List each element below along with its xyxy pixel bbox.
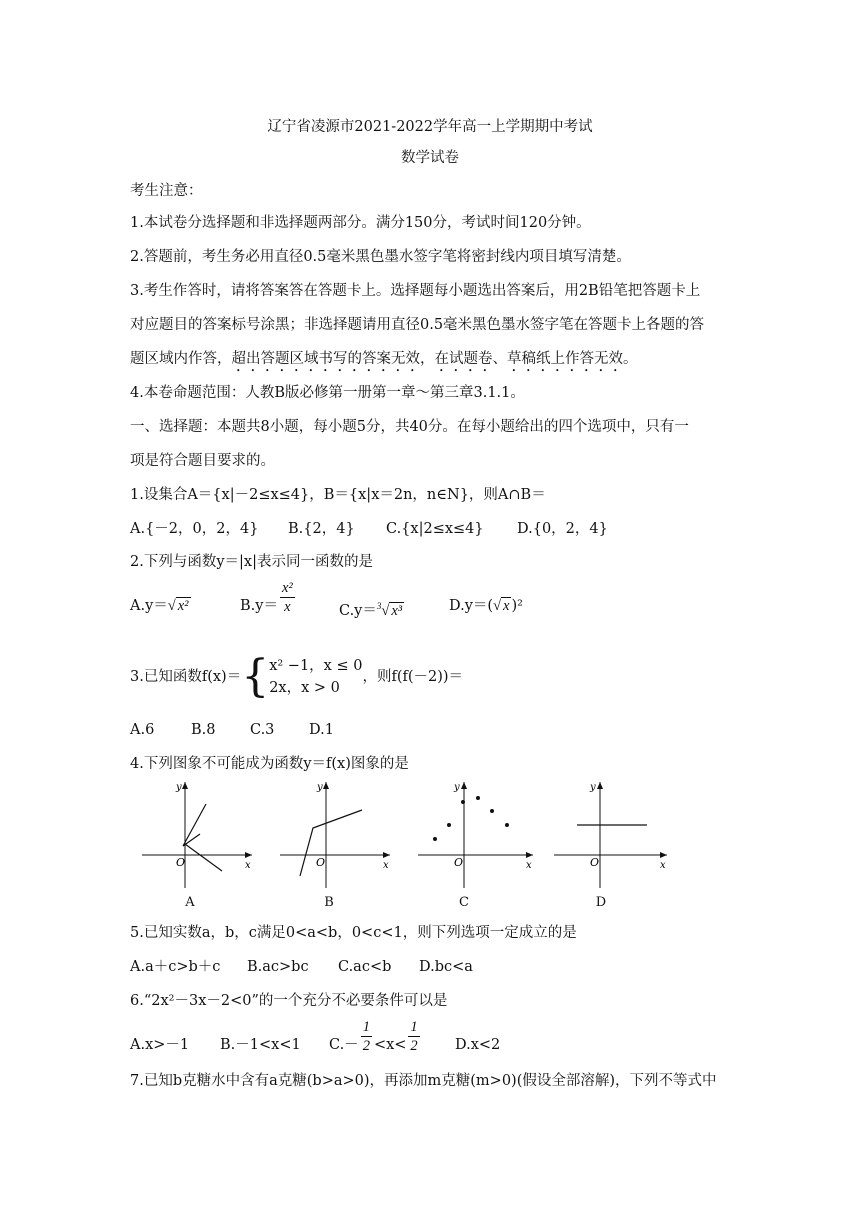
graph-c bbox=[416, 778, 536, 890]
q5-option-d: D.bc<a bbox=[419, 959, 473, 975]
q3-option-d: D.1 bbox=[309, 722, 334, 738]
q2-d-end: )² bbox=[511, 598, 523, 614]
q6-option-c bbox=[329, 1018, 422, 1055]
q3-case2: 2x，x > 0 bbox=[269, 680, 340, 696]
graph-a bbox=[140, 778, 255, 890]
q3-stem-start: 3.已知函数f(x)＝ bbox=[130, 669, 242, 685]
graph-b-y: y bbox=[317, 782, 323, 793]
q2-b-label: B.y＝ bbox=[240, 598, 278, 614]
q2-a-label: A.y＝ bbox=[130, 598, 168, 614]
graph-a-label: A bbox=[185, 895, 195, 910]
q1-option-c: C.{x|2≤x≤4} bbox=[386, 521, 484, 537]
q6-option-b: B.－1<x<1 bbox=[220, 1037, 301, 1053]
graph-c-origin: O bbox=[454, 856, 464, 869]
graph-d-origin: O bbox=[590, 856, 600, 869]
q1-stem: 1.设集合A＝{x|－2≤x≤4}，B＝{x|x＝2n，n∈N}，则A∩B＝ bbox=[130, 487, 546, 503]
q2-option-b bbox=[240, 579, 297, 616]
q6-c-frac1: $\frac{1}{2}$ bbox=[362, 1018, 370, 1054]
section1-line1: 一、选择题：本题共8小题，每小题5分，共40分。在每小题给出的四个选项中，只有一 bbox=[130, 419, 689, 435]
q5-option-c: C.ac<b bbox=[338, 959, 392, 975]
exam-subtitle: 数学试卷 bbox=[401, 150, 459, 166]
note-3c-plain: 题区域内作答， bbox=[130, 351, 232, 367]
q3-option-a: A.6 bbox=[130, 722, 155, 738]
note-2: 2.答题前，考生务必用直径0.5毫米黑色墨水签字笔将密封线内项目填写清楚。 bbox=[130, 249, 631, 265]
note-3c-end: 。 bbox=[623, 351, 638, 367]
graph-a-y: y bbox=[176, 782, 182, 793]
q6-c-frac2: $\frac{1}{2}$ bbox=[410, 1018, 418, 1054]
q3-option-c: C.3 bbox=[250, 722, 275, 738]
q5-stem: 5.已知实数a，b，c满足0<a<b，0<c<1，则下列选项一定成立的是 bbox=[130, 925, 577, 941]
graph-d-label: D bbox=[595, 895, 607, 910]
note-3c bbox=[130, 349, 638, 375]
graph-d-x: x bbox=[660, 860, 666, 871]
note-4: 4.本卷命题范围：人教B版必修第一册第一章～第三章3.1.1。 bbox=[130, 385, 525, 401]
graph-a-origin: O bbox=[176, 856, 186, 869]
q2-d-label: D.y＝( bbox=[449, 598, 494, 614]
q6-c-prefix: C.－ bbox=[329, 1037, 359, 1053]
q6-c-mid: <x< bbox=[373, 1037, 407, 1053]
q3-brace: { bbox=[241, 651, 270, 702]
q2-stem: 2.下列与函数y＝|x|表示同一函数的是 bbox=[130, 554, 373, 570]
q1-option-d: D.{0，2，4} bbox=[517, 521, 608, 537]
q6-stem: 6.“2x²－3x－2<0”的一个充分不必要条件可以是 bbox=[130, 993, 448, 1009]
q3-cases bbox=[269, 655, 362, 699]
q2-d-formula: √ x bbox=[493, 598, 510, 614]
graph-d bbox=[552, 778, 670, 890]
section1-line2: 项是符合题目要求的。 bbox=[130, 453, 275, 469]
graph-b-origin: O bbox=[316, 856, 326, 869]
q1-option-b: B.{2，4} bbox=[288, 521, 355, 537]
exam-title: 辽宁省凌源市2021-2022学年高一上学期期中考试 bbox=[267, 119, 593, 135]
q3-case1: x² −1，x ≤ 0 bbox=[269, 658, 363, 674]
note-3b: 对应题目的答案标号涂黑；非选择题请用直径0.5毫米黑色墨水签字笔在答题卡上各题的答 bbox=[130, 317, 705, 333]
graph-c-y: y bbox=[454, 782, 460, 793]
q2-a-formula: √ x² bbox=[167, 598, 189, 614]
q4-stem: 4.下列图象不可能成为函数y＝f(x)图象的是 bbox=[130, 756, 409, 772]
graph-d-y: y bbox=[590, 782, 596, 793]
q3-stem-end: ，则f(f(－2))＝ bbox=[362, 669, 464, 685]
q2-c-label: C.y＝ bbox=[339, 602, 377, 619]
graph-a-x: x bbox=[245, 860, 251, 871]
note-3a: 3.考生作答时，请将答案答在答题卡上。选择题每小题选出答案后，用2B铅笔把答题卡上 bbox=[130, 283, 701, 299]
q3-option-b: B.8 bbox=[191, 722, 216, 738]
q5-option-a: A.a＋c>b＋c bbox=[130, 959, 221, 975]
graph-c-label: C bbox=[459, 895, 469, 910]
q2-b-formula: $\frac{\text{x²}}{x}$ bbox=[281, 579, 293, 615]
note-3c-emphasis: 超出答题区域书写的答案无效，在试题卷、草稿纸上作答无效 bbox=[231, 351, 623, 367]
graph-b-x: x bbox=[383, 860, 389, 871]
note-1: 1.本试卷分选择题和非选择题两部分。满分150分，考试时间120分钟。 bbox=[130, 215, 591, 231]
q2-option-a bbox=[130, 596, 191, 616]
graph-b bbox=[278, 778, 393, 890]
q2-option-c bbox=[339, 596, 404, 621]
q2-c-formula: $^3$√ x³ bbox=[376, 601, 403, 619]
graph-c-x: x bbox=[526, 860, 532, 871]
q3-stem bbox=[130, 651, 464, 702]
q5-option-b: B.ac>bc bbox=[247, 959, 309, 975]
notes-heading: 考生注意： bbox=[130, 183, 203, 199]
q6-option-a: A.x>－1 bbox=[130, 1037, 190, 1053]
q1-option-a: A.{－2，0，2，4} bbox=[130, 521, 259, 537]
graph-b-label: B bbox=[324, 895, 334, 910]
q6-option-d: D.x<2 bbox=[455, 1037, 501, 1053]
q7-stem: 7.已知b克糖水中含有a克糖(b>a>0)，再添加m克糖(m>0)(假设全部溶解)，下列不等式中 bbox=[130, 1073, 717, 1089]
q2-option-d bbox=[449, 596, 523, 616]
